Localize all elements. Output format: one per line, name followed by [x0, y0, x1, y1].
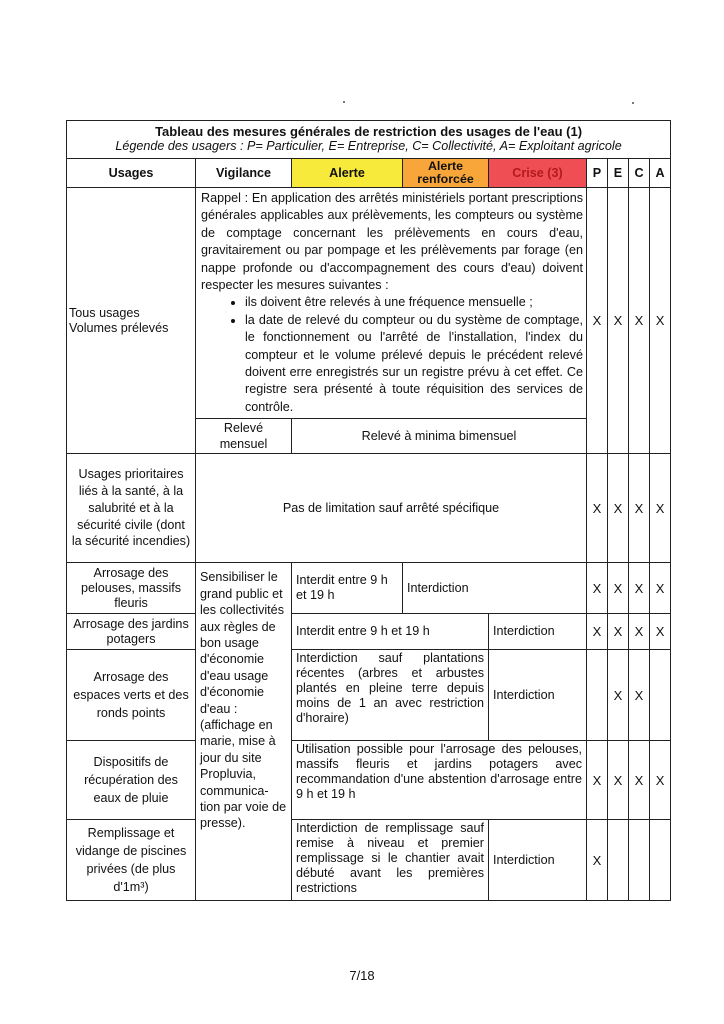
col-c: C — [629, 159, 650, 188]
mark-e: X — [608, 741, 629, 820]
vigilance-sensibilisation: Sensibiliser le grand public et les collectivités aux règles de bon usage d'économie d'eau usage d'économie d'eau : (affichage en marie, mise à jour du site Propluvia, communica-tion par voie de presse). — [196, 563, 292, 901]
col-alerte-renforcee-line1: Alerte — [427, 159, 464, 173]
measure-cell: Interdiction de remplissage sauf remise à niveau et premier remplissage si le chantier avait débuté avant les premières restrictions — [292, 820, 489, 901]
col-alerte-renforcee — [403, 159, 489, 188]
releve-bimensuel: Relevé à minima bimensuel — [292, 419, 587, 454]
measure-cell: Interdit entre 9 h et 19 h — [292, 614, 489, 650]
mark-a: X — [650, 614, 671, 650]
col-usages: Usages — [67, 159, 196, 188]
mark-p: X — [587, 454, 608, 563]
mark-e: X — [608, 188, 629, 454]
mark-p: X — [587, 188, 608, 454]
mark-c: X — [629, 454, 650, 563]
column-header-row — [67, 159, 671, 188]
measure-cell: Utilisation possible pour l'arrosage des pelouses, massifs fleuris et jardins potagers avec recommandation d'une abstention d'arrosage entre 9 h et 19 h — [292, 741, 587, 820]
col-e: E — [608, 159, 629, 188]
mark-a: X — [650, 741, 671, 820]
mark-a — [650, 820, 671, 901]
table-row — [67, 563, 671, 614]
page-number: 7/18 — [349, 968, 375, 983]
mark-p: X — [587, 820, 608, 901]
usage-cell: Arrosage des espaces verts et des ronds points — [67, 650, 196, 741]
col-alerte-renforcee-line2: renforcée — [417, 172, 474, 186]
usage-cell: Arrosage des pelouses, massifs fleuris — [67, 563, 196, 614]
usage-cell: Usages prioritaires liés à la santé, à la salubrité et à la sécurité civile (dont la sécurité incendies) — [67, 454, 196, 563]
table-legend: Légende des usagers : P= Particulier, E= Entreprise, C= Collectivité, A= Exploitant agricole — [115, 139, 622, 153]
col-p: P — [587, 159, 608, 188]
mark-c: X — [629, 614, 650, 650]
col-vigilance: Vigilance — [196, 159, 292, 188]
measure-cell: Interdit entre 9 h et 19 h — [292, 563, 403, 614]
mark-c: X — [629, 563, 650, 614]
usage-cell: Remplissage et vidange de piscines privées (de plus d'1m³) — [67, 820, 196, 901]
table-row — [67, 454, 671, 563]
table-row — [67, 188, 671, 419]
rappel-bullet: • la date de relevé du compteur ou du système de comptage, le fonctionnement ou l'arrêté de l'installation, l'index du compteur et le volume prélevé depuis le précédent relevé doivent erre enregistrés sur un registre prévu à cet effet. Ce registre sera présenté à toute réquisition des services de contrôle. — [245, 312, 583, 416]
col-a: A — [650, 159, 671, 188]
usage-cell: Dispositifs de récupération des eaux de pluie — [67, 741, 196, 820]
restriction-table-container — [66, 120, 670, 901]
usage-label: Tous usages — [69, 305, 140, 320]
measure-cell: Pas de limitation sauf arrêté spécifique — [196, 454, 587, 563]
mark-a: X — [650, 188, 671, 454]
table-row — [67, 820, 671, 901]
measure-cell: Interdiction — [403, 563, 587, 614]
mark-c: X — [629, 188, 650, 454]
table-header — [67, 121, 671, 159]
rappel-bullet-list — [201, 294, 583, 416]
mark-p: X — [587, 614, 608, 650]
mark-c: X — [629, 741, 650, 820]
col-alerte: Alerte — [292, 159, 403, 188]
rappel-intro: Rappel : En application des arrêtés ministériels portant prescriptions générales applicables aux prélèvements, les compteurs ou système de comptage concernant les prélèvements en cours d'eau, gravitairement ou par pompage et les prélèvements par forage (en nappe profonde ou d'accompagnement des cours d'eau) doivent respecter les mesures suivantes : — [201, 191, 583, 293]
table-row — [67, 741, 671, 820]
mark-e: X — [608, 454, 629, 563]
vigilance-releve: Relevé mensuel — [196, 419, 292, 454]
rappel-cell — [196, 188, 587, 419]
measure-cell: Interdiction — [489, 820, 587, 901]
mark-a: X — [650, 563, 671, 614]
scan-speck — [632, 102, 634, 104]
usage-cell — [67, 188, 196, 454]
mark-e: X — [608, 614, 629, 650]
mark-c: X — [629, 650, 650, 741]
mark-a — [650, 650, 671, 741]
mark-e: X — [608, 563, 629, 614]
mark-c — [629, 820, 650, 901]
table-title: Tableau des mesures générales de restriction des usages de l'eau (1) — [155, 124, 583, 139]
rappel-bullet: • ils doivent être relevés à une fréquence mensuelle ; — [245, 294, 583, 311]
col-crise: Crise (3) — [489, 159, 587, 188]
table-row — [67, 614, 671, 650]
mark-p: X — [587, 741, 608, 820]
table-row — [67, 650, 671, 741]
measure-cell: Interdiction — [489, 614, 587, 650]
mark-e — [608, 820, 629, 901]
scan-speck — [343, 101, 345, 103]
measure-cell: Interdiction sauf plantations récentes (arbres et arbustes plantés en pleine terre depuis moins de 1 an avec restriction d'horaire) — [292, 650, 489, 741]
usage-label: Volumes prélevés — [69, 320, 169, 335]
usage-cell: Arrosage des jardins potagers — [67, 614, 196, 650]
mark-p: X — [587, 563, 608, 614]
mark-e: X — [608, 650, 629, 741]
restriction-table — [66, 120, 671, 901]
measure-cell: Interdiction — [489, 650, 587, 741]
mark-p — [587, 650, 608, 741]
mark-a: X — [650, 454, 671, 563]
